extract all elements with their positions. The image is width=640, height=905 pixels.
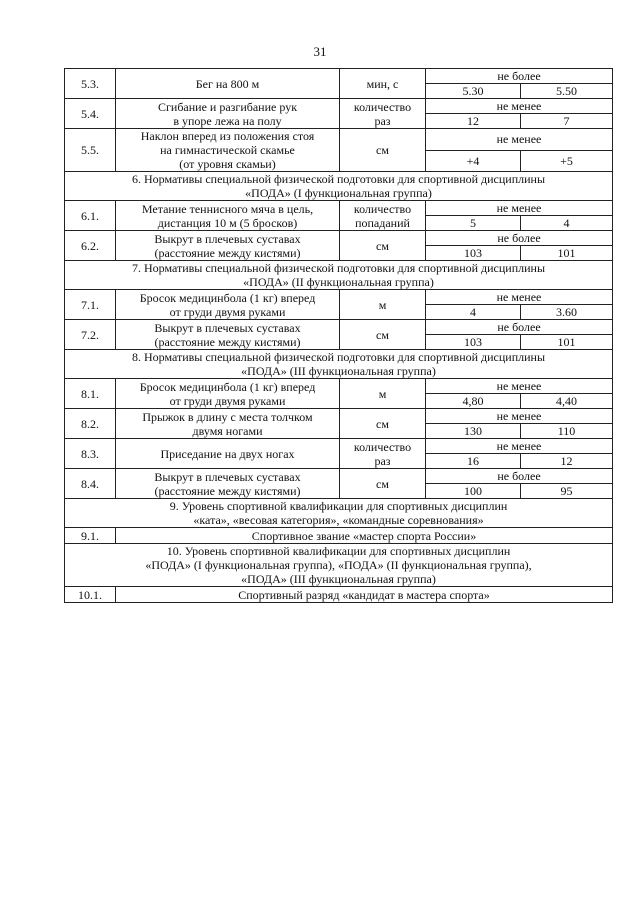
unit-line: раз — [374, 453, 391, 468]
page-number: 31 — [313, 44, 327, 59]
unit — [340, 129, 426, 172]
row-number: 7.2. — [65, 320, 116, 350]
unit — [340, 439, 426, 469]
table-row — [65, 409, 613, 424]
test-name-line: Сгибание и разгибание рук — [157, 99, 298, 114]
row-number: 6.1. — [65, 201, 116, 231]
qualification-row — [65, 587, 613, 603]
section-header-row — [65, 261, 613, 290]
value-1: 5 — [426, 216, 521, 231]
condition: не менее — [426, 409, 613, 424]
qualification-text: Спортивное звание «мастер спорта России» — [116, 528, 613, 544]
test-name — [116, 469, 340, 499]
value-1: 103 — [426, 335, 521, 350]
section-header-line: 8. Нормативы специальной физической подготовки для спортивной дисциплины — [131, 350, 546, 364]
table-row — [65, 469, 613, 484]
table-row — [65, 320, 613, 335]
unit — [340, 290, 426, 320]
test-name-line: Бросок медицинбола (1 кг) вперед — [139, 379, 316, 394]
unit — [340, 201, 426, 231]
unit-line: см — [376, 416, 389, 431]
unit — [340, 99, 426, 129]
unit-line: количество — [353, 201, 412, 216]
test-name — [116, 320, 340, 350]
section-header — [65, 544, 613, 587]
test-name — [116, 409, 340, 439]
test-name-line: Приседание на двух ногах — [160, 446, 295, 461]
test-name-line: Метание теннисного мяча в цель, — [141, 201, 314, 216]
test-name-line: Выкрут в плечевых суставах — [154, 320, 301, 335]
norms-table — [64, 68, 613, 603]
value-2: 7 — [521, 114, 613, 129]
table-row — [65, 231, 613, 246]
section-header-line: «ката», «весовая категория», «командные соревнования» — [193, 513, 484, 527]
value-1: 12 — [426, 114, 521, 129]
unit — [340, 379, 426, 409]
condition: не менее — [426, 99, 613, 114]
condition: не более — [426, 320, 613, 335]
section-header-row — [65, 350, 613, 379]
qualification-text: Спортивный разряд «кандидат в мастера спорта» — [116, 587, 613, 603]
test-name-line: (расстояние между кистями) — [154, 245, 301, 260]
condition: не менее — [426, 129, 613, 151]
unit-line: количество — [353, 439, 412, 454]
unit — [340, 231, 426, 261]
test-name — [116, 290, 340, 320]
test-name-line: от груди двумя руками — [169, 393, 286, 408]
unit-line: м — [378, 386, 387, 401]
row-number: 9.1. — [65, 528, 116, 544]
value-1: 103 — [426, 246, 521, 261]
unit — [340, 320, 426, 350]
row-number: 7.1. — [65, 290, 116, 320]
test-name — [116, 379, 340, 409]
test-name-line: Наклон вперед из положения стоя — [140, 129, 315, 143]
condition: не менее — [426, 379, 613, 394]
value-1: 4 — [426, 305, 521, 320]
qualification-row — [65, 528, 613, 544]
value-1: +4 — [426, 150, 521, 172]
condition: не менее — [426, 290, 613, 305]
value-2: 4,40 — [521, 394, 613, 409]
test-name — [116, 69, 340, 99]
value-2: 101 — [521, 335, 613, 350]
row-number: 5.5. — [65, 129, 116, 172]
test-name-line: от груди двумя руками — [169, 304, 286, 319]
value-2: 4 — [521, 216, 613, 231]
unit-line: раз — [374, 113, 391, 128]
test-name-line: в упоре лежа на полу — [173, 113, 282, 128]
section-header-line: 6. Нормативы специальной физической подготовки для спортивной дисциплины — [131, 172, 546, 186]
table-row — [65, 129, 613, 151]
unit — [340, 409, 426, 439]
test-name-line: Бросок медицинбола (1 кг) вперед — [139, 290, 316, 305]
section-header-line: «ПОДА» (I функциональная группа), «ПОДА» (II функциональная группа), — [145, 558, 532, 572]
table-row — [65, 99, 613, 114]
test-name-line: Бег на 800 м — [195, 76, 260, 91]
test-name-line: (от уровня скамьи) — [179, 157, 276, 171]
section-header-line: «ПОДА» (I функциональная группа) — [245, 186, 432, 200]
value-2: 95 — [521, 484, 613, 499]
unit — [340, 469, 426, 499]
row-number: 5.3. — [65, 69, 116, 99]
unit-line: см — [376, 238, 389, 253]
unit-line: мин, с — [366, 76, 399, 91]
section-header-line: 9. Уровень спортивной квалификации для спортивных дисциплин — [169, 499, 508, 513]
value-1: 16 — [426, 454, 521, 469]
test-name-line: Прыжок в длину с места толчком — [142, 409, 313, 424]
row-number: 6.2. — [65, 231, 116, 261]
value-2: +5 — [521, 150, 613, 172]
value-1: 4,80 — [426, 394, 521, 409]
test-name — [116, 201, 340, 231]
section-header-row — [65, 172, 613, 201]
condition: не менее — [426, 201, 613, 216]
test-name — [116, 99, 340, 129]
section-header-row — [65, 544, 613, 587]
section-header — [65, 261, 613, 290]
test-name-line: двумя ногами — [192, 423, 263, 438]
section-header-line: 7. Нормативы специальной физической подготовки для спортивной дисциплины — [131, 261, 546, 275]
row-number: 8.3. — [65, 439, 116, 469]
test-name-line: Выкрут в плечевых суставах — [154, 469, 301, 484]
value-2: 101 — [521, 246, 613, 261]
section-header — [65, 350, 613, 379]
value-2: 12 — [521, 454, 613, 469]
test-name-line: на гимнастической скамье — [160, 143, 295, 157]
unit-line: см — [376, 143, 389, 157]
unit-line: см — [376, 476, 389, 491]
unit-line: м — [378, 297, 387, 312]
table-row — [65, 69, 613, 84]
test-name-line: (расстояние между кистями) — [154, 483, 301, 498]
section-header-line: «ПОДА» (II функциональная группа) — [243, 275, 434, 289]
value-2: 110 — [521, 424, 613, 439]
condition: не более — [426, 69, 613, 84]
value-2: 3.60 — [521, 305, 613, 320]
test-name — [116, 129, 340, 172]
row-number: 8.4. — [65, 469, 116, 499]
section-header-line: «ПОДА» (III функциональная группа) — [241, 572, 436, 586]
value-1: 100 — [426, 484, 521, 499]
value-2: 5.50 — [521, 84, 613, 99]
row-number: 8.1. — [65, 379, 116, 409]
section-header-line: 10. Уровень спортивной квалификации для спортивных дисциплин — [166, 544, 511, 558]
section-header-row — [65, 499, 613, 528]
table-row — [65, 379, 613, 394]
unit — [340, 69, 426, 99]
unit-line: см — [376, 327, 389, 342]
condition: не менее — [426, 439, 613, 454]
table-row — [65, 290, 613, 305]
table-row — [65, 201, 613, 216]
test-name-line: Выкрут в плечевых суставах — [154, 231, 301, 246]
row-number: 8.2. — [65, 409, 116, 439]
test-name — [116, 231, 340, 261]
condition: не более — [426, 469, 613, 484]
test-name — [116, 439, 340, 469]
value-1: 130 — [426, 424, 521, 439]
section-header — [65, 172, 613, 201]
section-header-line: «ПОДА» (III функциональная группа) — [241, 364, 436, 378]
row-number: 10.1. — [65, 587, 116, 603]
value-1: 5.30 — [426, 84, 521, 99]
row-number: 5.4. — [65, 99, 116, 129]
table-row — [65, 439, 613, 454]
unit-line: количество — [353, 99, 412, 114]
test-name-line: дистанция 10 м (5 бросков) — [157, 215, 298, 230]
condition: не более — [426, 231, 613, 246]
test-name-line: (расстояние между кистями) — [154, 334, 301, 349]
unit-line: попаданий — [355, 215, 410, 230]
section-header — [65, 499, 613, 528]
